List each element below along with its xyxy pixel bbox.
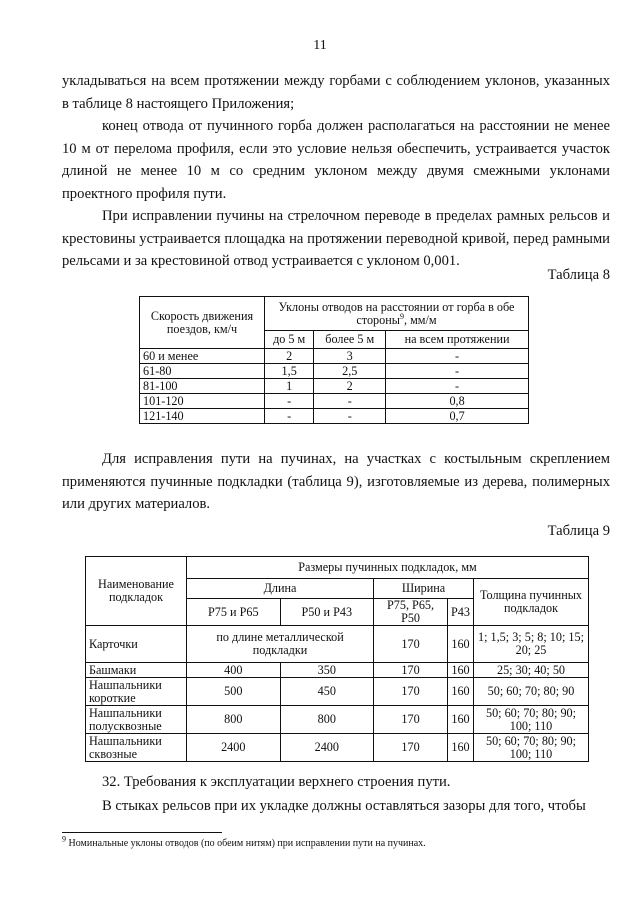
table-cell: по длине металлической подкладки	[187, 626, 374, 663]
table-cell: Нашпальники сквозные	[86, 734, 187, 762]
table-cell: 170	[374, 663, 448, 678]
paragraph-2: конец отвода от пучинного горба должен располагаться на расстоянии не менее 10 м от перелома профиля, если это условие нельзя обеспечить, устраивается участок длиной не менее 10 м со средним уклоном между двумя смежными уклонами проектного профиля пути.	[62, 118, 610, 202]
footnote-divider	[62, 832, 222, 833]
table-cell: 800	[280, 706, 374, 734]
table-9-subheader: Р75, Р65, Р50	[374, 599, 448, 626]
table-cell: 170	[374, 706, 448, 734]
table-9-subheader: Р75 и Р65	[187, 599, 281, 626]
table-cell: 500	[187, 678, 281, 706]
table-row	[86, 678, 589, 706]
paragraph-1: укладываться на всем протяжении между горбами с соблюдением уклонов, указанных в таблице 8 настоящего Приложения;	[62, 73, 610, 112]
table-cell: 2400	[187, 734, 281, 762]
table-9-header-width: Ширина	[374, 579, 474, 599]
table-cell: 50; 60; 70; 80; 90; 100; 110	[474, 706, 589, 734]
table-row	[86, 706, 589, 734]
table-cell: 0,8	[386, 394, 529, 409]
table-cell: 2	[314, 379, 386, 394]
paragraph-3: При исправлении пучины на стрелочном переводе в пределах рамных рельсов и крестовины устраивается площадка на протяжении переводной кривой, перед рамными рельсами и за крестовиной отвод устраивается с уклоном 0,001.	[62, 208, 610, 269]
table-cell: Башмаки	[86, 663, 187, 678]
table-8-subheader: до 5 м	[265, 331, 314, 349]
paragraph-6: В стыках рельсов при их укладке должны оставляться зазоры для того, чтобы	[102, 798, 586, 814]
table-row	[86, 626, 589, 663]
table-cell: 170	[374, 678, 448, 706]
table-cell: 160	[448, 663, 474, 678]
table-cell: -	[314, 409, 386, 424]
table-9-subheader: Р50 и Р43	[280, 599, 374, 626]
table-cell: Нашпальники полусквозные	[86, 706, 187, 734]
table-cell: 81-100	[140, 379, 265, 394]
table-cell: 800	[187, 706, 281, 734]
table-cell: 101-120	[140, 394, 265, 409]
table-row	[140, 409, 529, 424]
table-cell: 1	[265, 379, 314, 394]
table-cell: 121-140	[140, 409, 265, 424]
table-8-caption: Таблица 8	[547, 267, 610, 283]
table-8-header-slopes: Уклоны отводов на расстоянии от горба в обе стороны$^9$, мм/м	[265, 297, 529, 331]
footnote-mark: 9	[62, 834, 66, 844]
table-cell: -	[265, 409, 314, 424]
table-cell: 61-80	[140, 364, 265, 379]
table-8-subheader: на всем протяжении	[386, 331, 529, 349]
table-8-header-speed: Скорость движения поездов, км/ч	[140, 297, 265, 349]
table-cell: 2	[265, 349, 314, 364]
table-9-caption: Таблица 9	[547, 523, 610, 539]
table-row	[140, 364, 529, 379]
table-row	[140, 379, 529, 394]
footnote-text: Номинальные уклоны отводов (по обеим нитям) при исправлении пути на пучинах.	[66, 838, 426, 849]
table-cell: 0,7	[386, 409, 529, 424]
table-row	[140, 394, 529, 409]
table-9-header-sizes: Размеры пучинных подкладок, мм	[187, 557, 589, 579]
table-8	[139, 296, 529, 424]
table-cell: 2,5	[314, 364, 386, 379]
table-cell: 1,5	[265, 364, 314, 379]
table-cell: 160	[448, 678, 474, 706]
page-number: 11	[313, 38, 327, 53]
table-cell: 170	[374, 626, 448, 663]
table-9-subheader: Р43	[448, 599, 474, 626]
table-cell: 450	[280, 678, 374, 706]
table-row	[86, 663, 589, 678]
table-cell: 60 и менее	[140, 349, 265, 364]
table-cell: 1; 1,5; 3; 5; 8; 10; 15; 20; 25	[474, 626, 589, 663]
table-9-header-thickness: Толщина пучинных подкладок	[474, 579, 589, 626]
table-9-header-length: Длина	[187, 579, 374, 599]
table-cell: 50; 60; 70; 80; 90; 100; 110	[474, 734, 589, 762]
table-cell: 2400	[280, 734, 374, 762]
table-cell: 3	[314, 349, 386, 364]
table-cell: Нашпальники короткие	[86, 678, 187, 706]
table-8-subheader: более 5 м	[314, 331, 386, 349]
paragraph-4: Для исправления пути на пучинах, на участках с костыльным скреплением применяются пучинные подкладки (таблица 9), изготовляемые из дерева, полимерных или других материалов.	[62, 451, 610, 512]
footnote	[62, 834, 426, 849]
table-row	[140, 349, 529, 364]
table-cell: 400	[187, 663, 281, 678]
table-cell: -	[314, 394, 386, 409]
table-cell: 350	[280, 663, 374, 678]
table-cell: -	[386, 349, 529, 364]
table-cell: -	[386, 379, 529, 394]
paragraph-5: 32. Требования к эксплуатации верхнего строения пути.	[102, 774, 451, 790]
table-cell: -	[386, 364, 529, 379]
table-9-header-name: Наименование подкладок	[86, 557, 187, 626]
table-cell: 25; 30; 40; 50	[474, 663, 589, 678]
table-cell: 160	[448, 734, 474, 762]
table-cell: -	[265, 394, 314, 409]
table-row	[86, 734, 589, 762]
table-cell: 160	[448, 706, 474, 734]
footnote-mark: 9	[399, 311, 404, 321]
table-cell: Карточки	[86, 626, 187, 663]
table-cell: 160	[448, 626, 474, 663]
table-cell: 50; 60; 70; 80; 90	[474, 678, 589, 706]
table-cell: 170	[374, 734, 448, 762]
table-9	[85, 556, 589, 762]
